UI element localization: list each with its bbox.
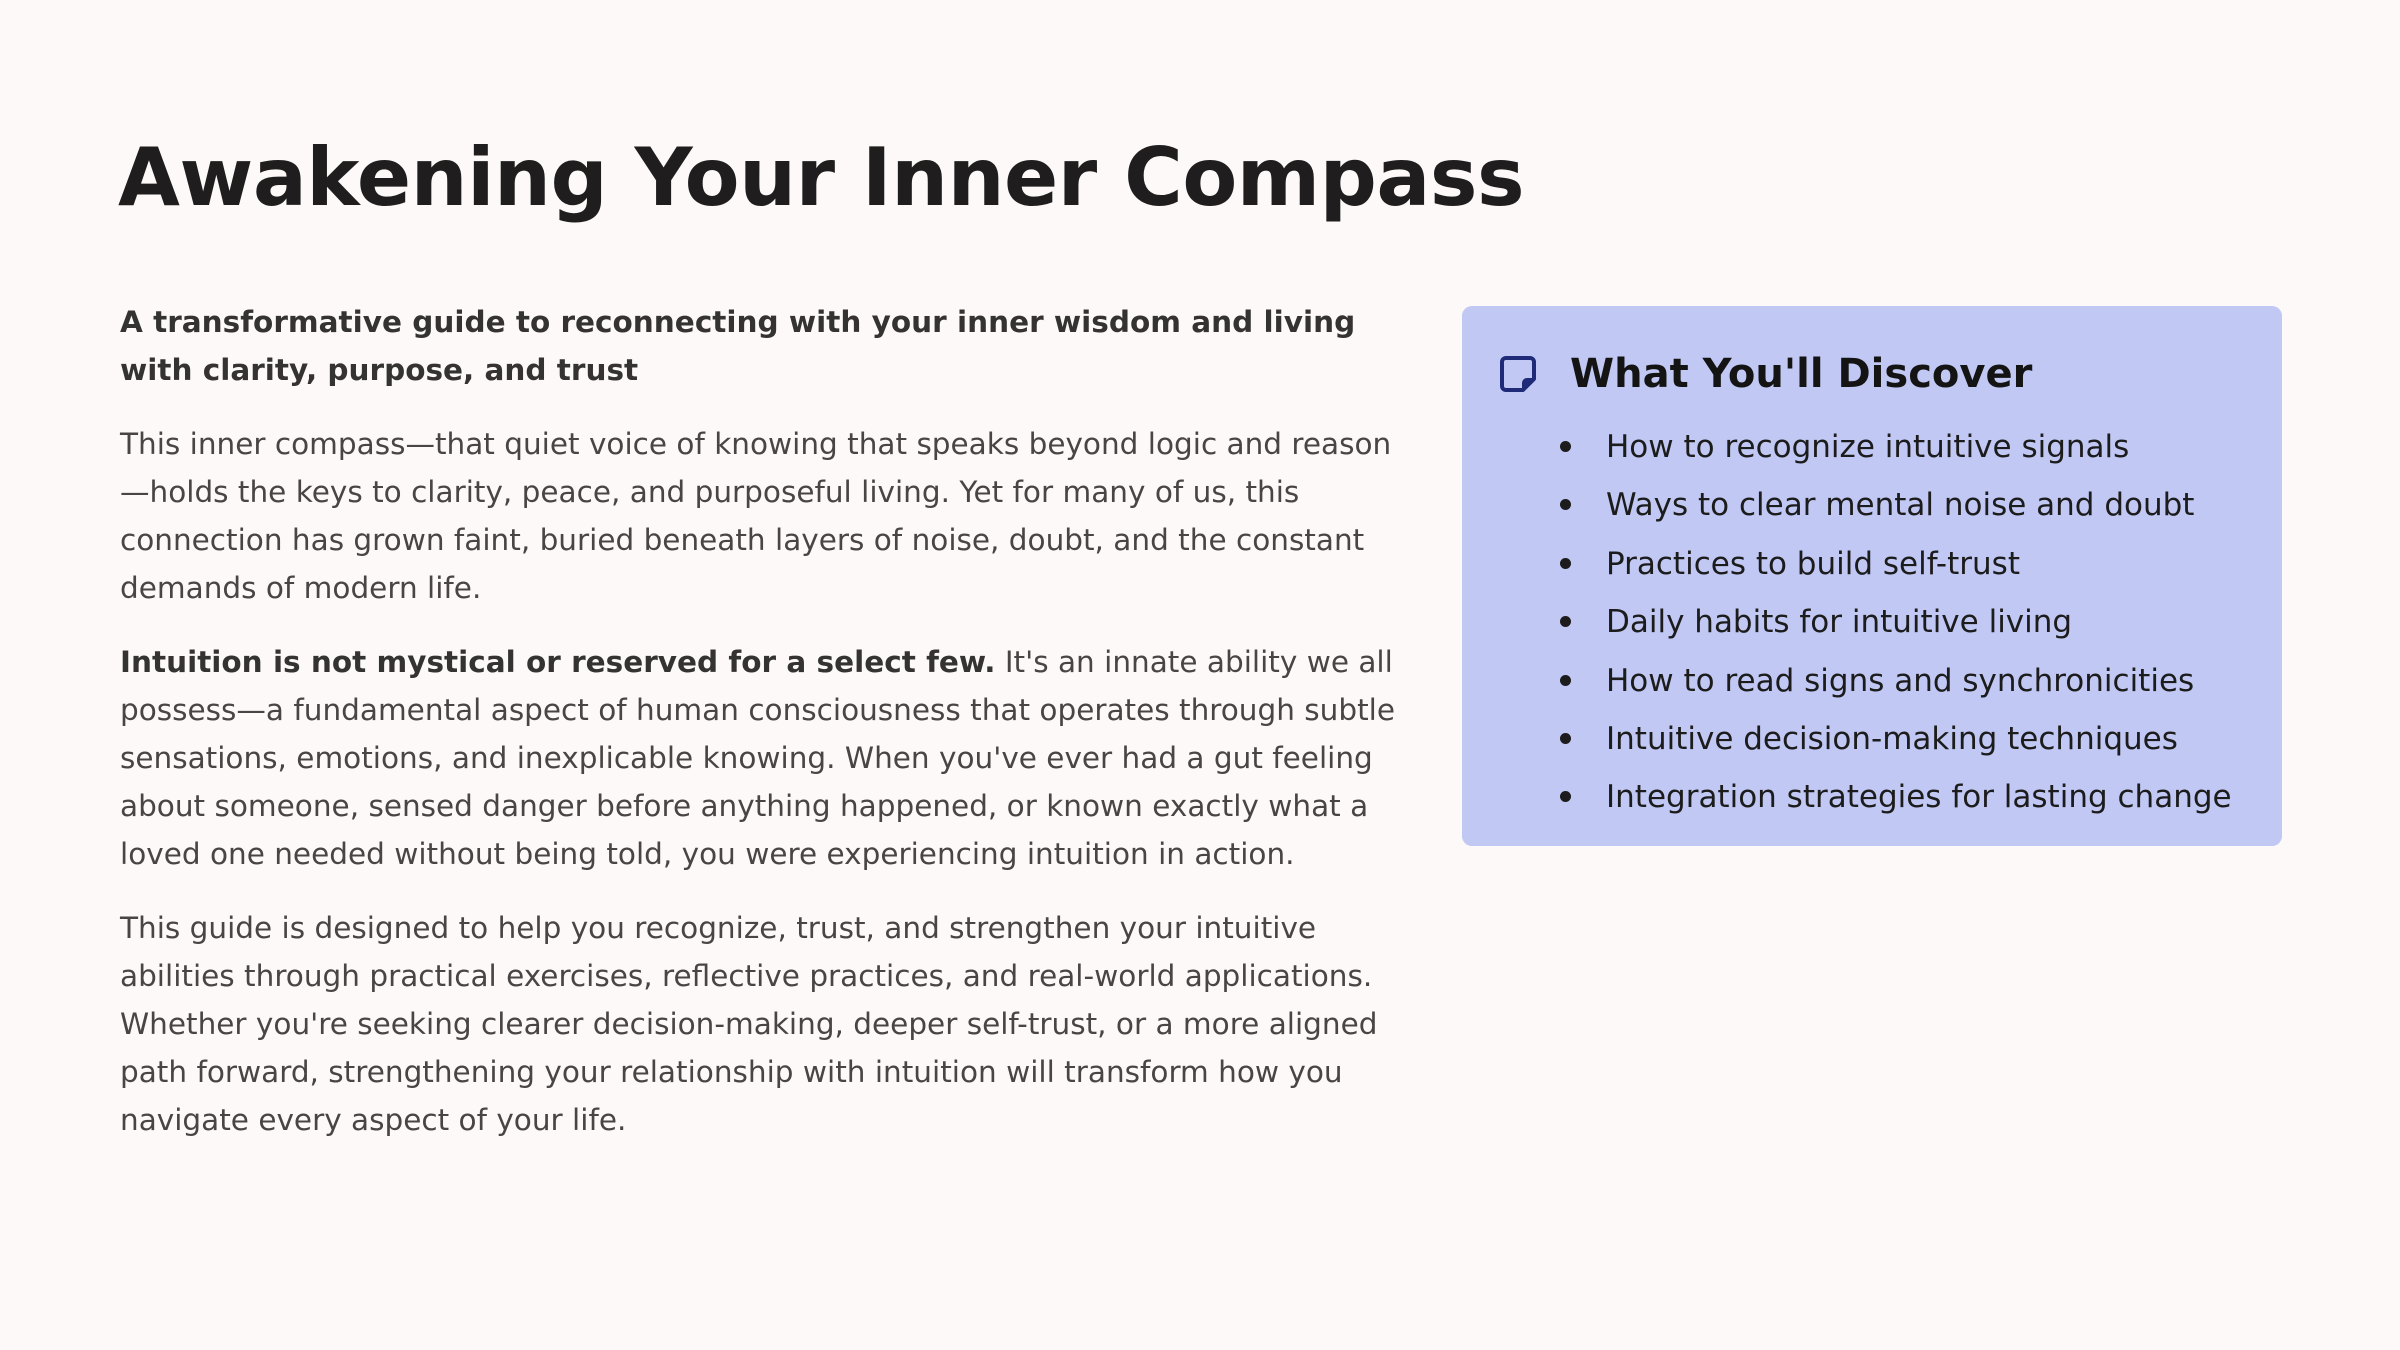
discover-header bbox=[1498, 342, 2246, 406]
discover-list bbox=[1498, 418, 2246, 827]
intuition-lead-text: Intuition is not mystical or reserved for a select few. bbox=[120, 645, 996, 679]
list-item-label: Integration strategies for lasting change bbox=[1606, 779, 2232, 816]
list-item-label: Intuitive decision-making techniques bbox=[1606, 721, 2178, 758]
list-item-label: Ways to clear mental noise and doubt bbox=[1606, 487, 2195, 524]
bullet-icon bbox=[1560, 733, 1571, 744]
sticky-note-icon bbox=[1498, 354, 1538, 394]
list-item bbox=[1606, 593, 2246, 651]
bullet-icon bbox=[1560, 558, 1571, 569]
list-item bbox=[1606, 476, 2246, 534]
guide-paragraph: This guide is designed to help you recognize, trust, and strengthen your intuitive abilities through practical exercises, reflective practices, and real-world applications. Whether you're seeking clearer decision-making, deeper self-trust, or a more aligned path forward, strengthening your relationship with intuition will transform how you navigate every aspect of your life. bbox=[120, 911, 1378, 1137]
bullet-icon bbox=[1560, 791, 1571, 802]
list-item-label: Daily habits for intuitive living bbox=[1606, 604, 2073, 641]
bullet-icon bbox=[1560, 675, 1571, 686]
main-content bbox=[120, 298, 1410, 1170]
intro-paragraph: This inner compass—that quiet voice of knowing that speaks beyond logic and reason—holds the keys to clarity, peace, and purposeful living. Yet for many of us, this connection has grown faint, buried beneath layers of noise, doubt, and the constant demands of modern life. bbox=[120, 427, 1392, 605]
page-subtitle: A transformative guide to reconnecting with your inner wisdom and living with clarity, purpose, and trust bbox=[120, 305, 1356, 387]
bullet-icon bbox=[1560, 441, 1571, 452]
list-item-label: How to recognize intuitive signals bbox=[1606, 429, 2130, 465]
bullet-icon bbox=[1560, 616, 1571, 627]
list-item bbox=[1606, 535, 2246, 593]
intuition-body-text: It's an innate ability we all possess—a fundamental aspect of human consciousness that operates through subtle sensations, emotions, and inexplicable knowing. When you've ever had a gut feeling about someone, sensed danger before anything happened, or known exactly what a loved one needed without being told, you were experiencing intuition in action. bbox=[120, 645, 1396, 871]
list-item bbox=[1606, 652, 2246, 710]
bullet-icon bbox=[1560, 499, 1571, 510]
intuition-paragraph bbox=[120, 638, 1410, 878]
list-item-label: Practices to build self-trust bbox=[1606, 545, 2020, 582]
list-item bbox=[1606, 768, 2246, 826]
page-title: Awakening Your Inner Compass bbox=[118, 131, 1525, 224]
list-item bbox=[1606, 710, 2246, 768]
list-item-label: How to read signs and synchronicities bbox=[1606, 662, 2195, 699]
discover-title: What You'll Discover bbox=[1570, 351, 2033, 397]
list-item bbox=[1606, 418, 2246, 476]
discover-panel bbox=[1462, 306, 2282, 846]
